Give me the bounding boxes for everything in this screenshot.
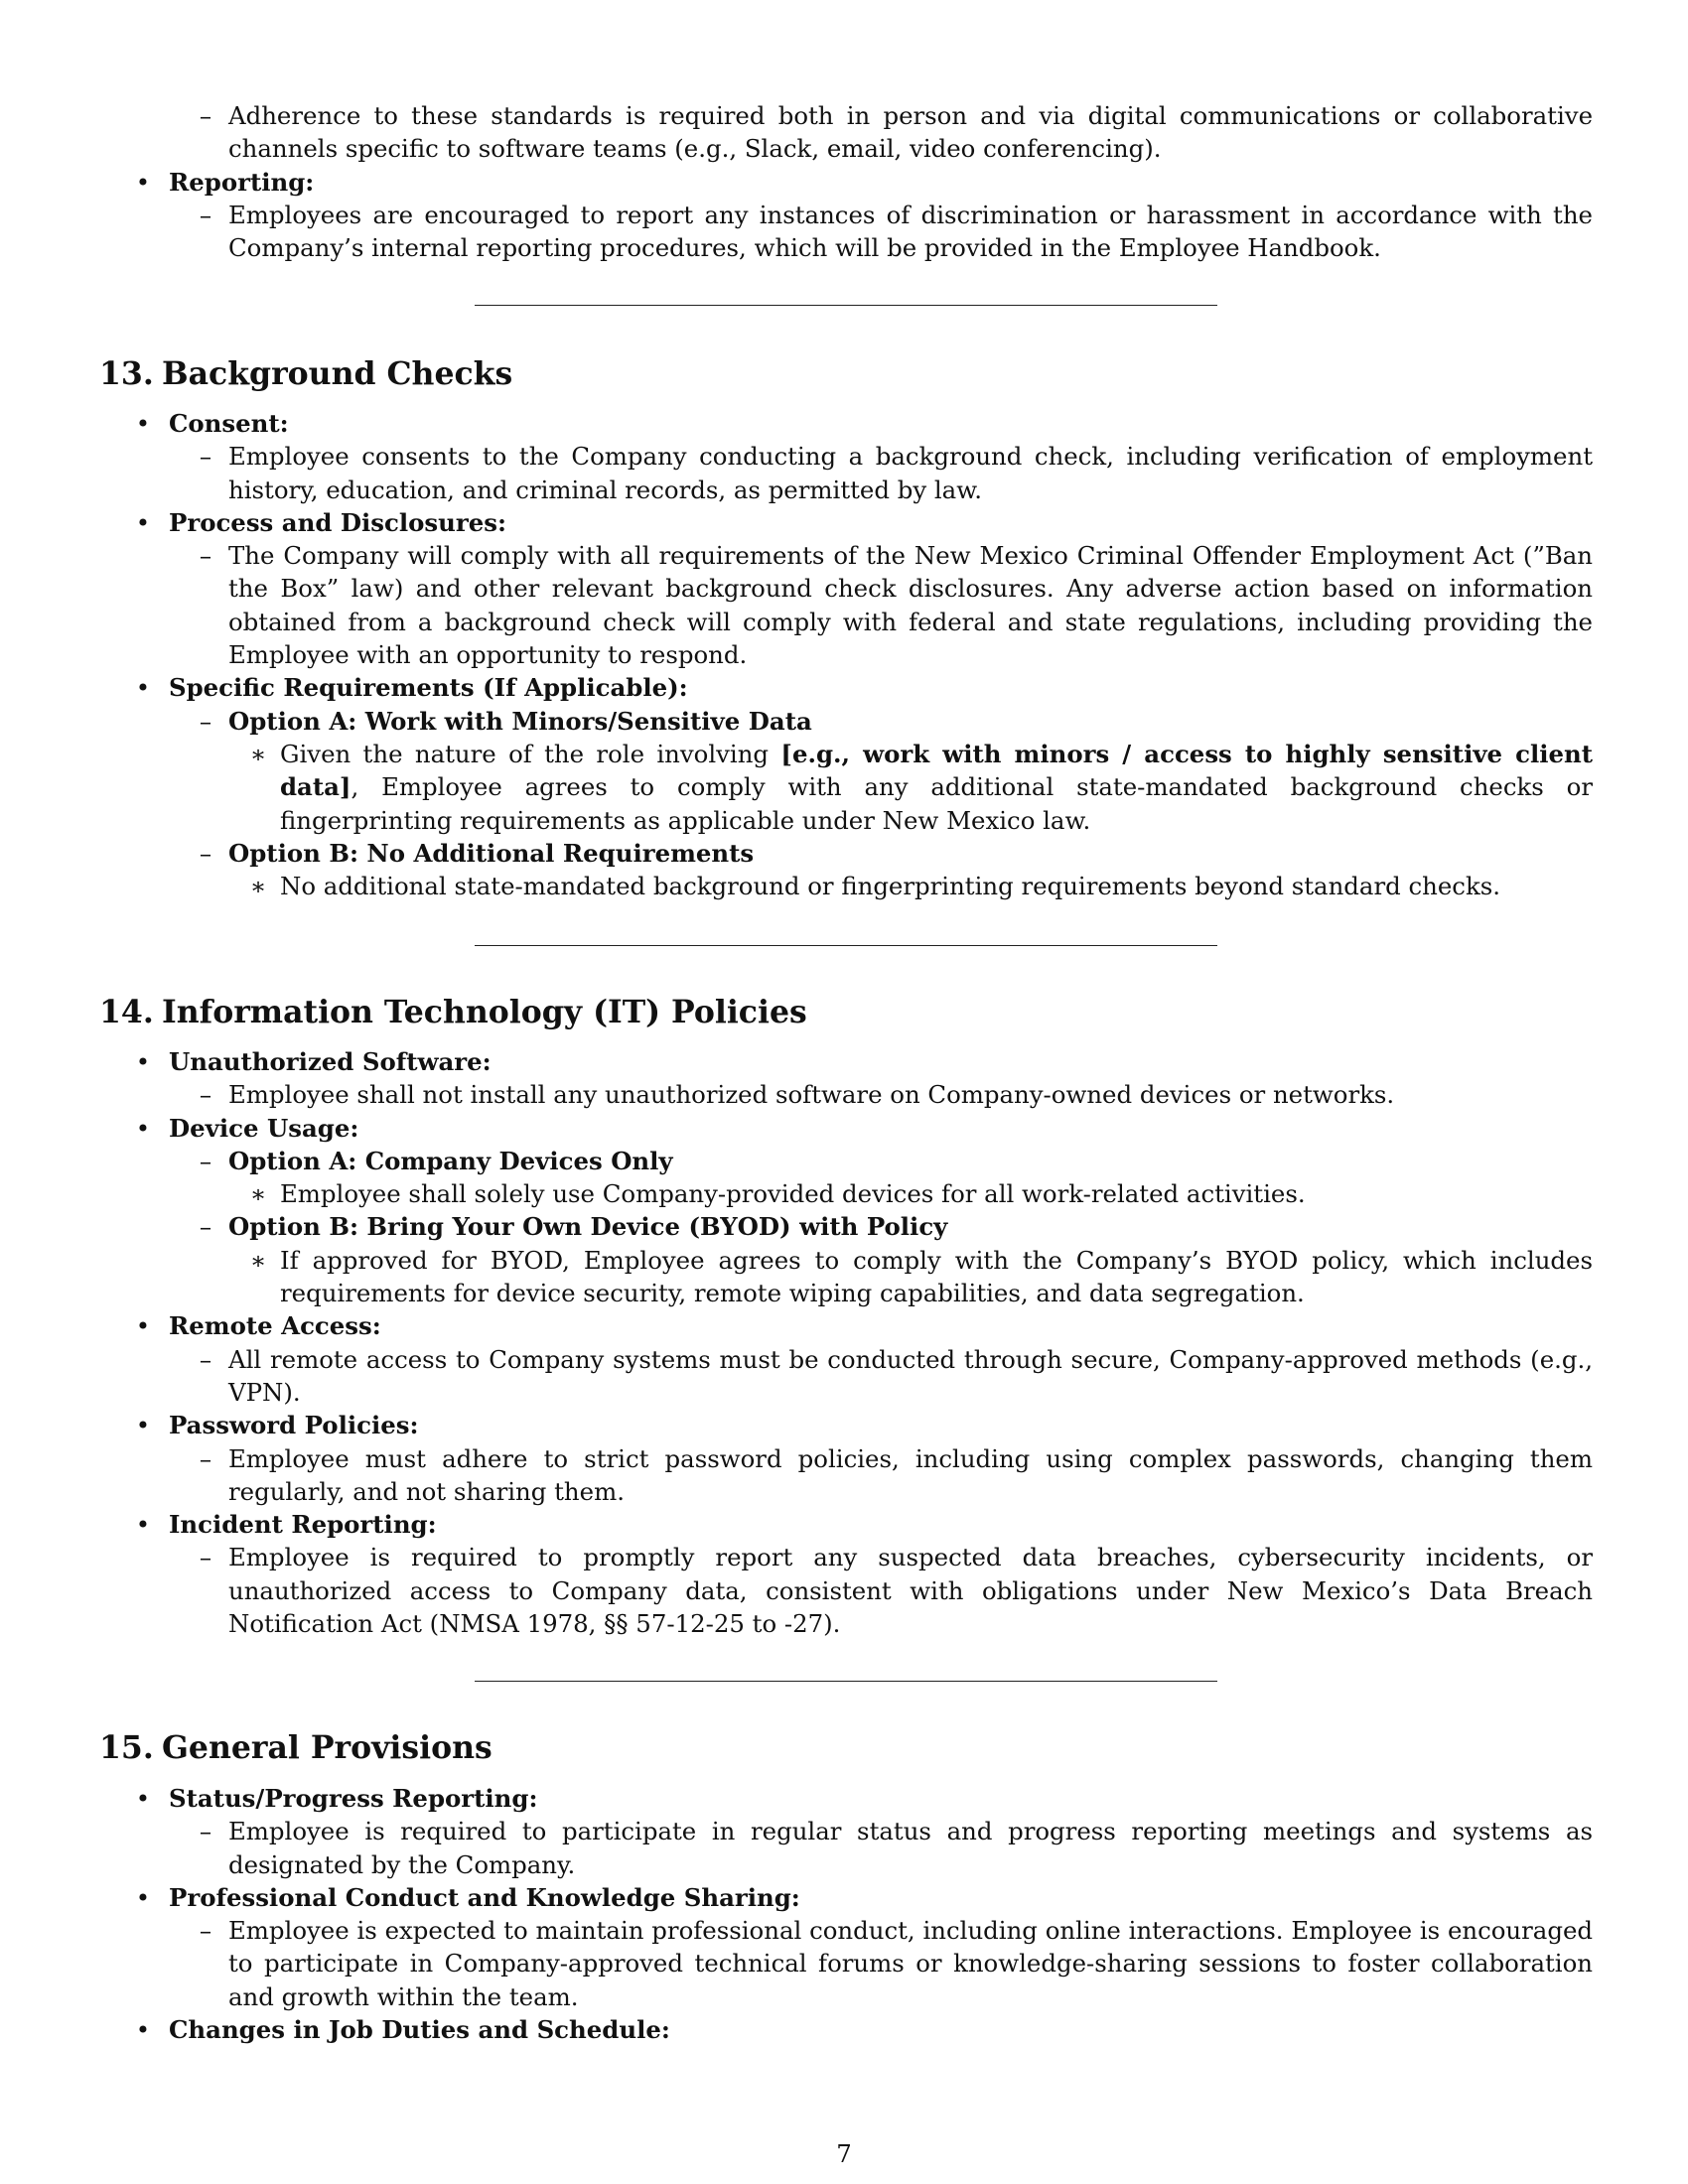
list-item — [0, 837, 1688, 870]
star-marker: ∗ — [249, 1245, 267, 1275]
option-label: Option A: Work with Minors/Sensitive Data — [228, 706, 812, 736]
dash-marker: – — [199, 838, 212, 868]
section-divider — [475, 945, 1217, 946]
page-number: 7 — [836, 2139, 852, 2168]
list-item — [0, 1244, 1688, 1310]
list-label: Specific Requirements (If Applicable): — [169, 673, 688, 703]
list-text: Given the nature of the role involving — [280, 739, 781, 768]
list-item — [0, 1782, 1688, 1815]
list-label: Unauthorized Software: — [169, 1047, 492, 1076]
section-divider — [475, 1681, 1217, 1682]
list-label: Consent: — [169, 409, 289, 438]
list-text: All remote access to Company systems must be conducted through secure, Company-approved methods (e.g., VPN). — [228, 1344, 1593, 1407]
section-title: Background Checks — [162, 355, 513, 392]
bullet-marker: • — [135, 167, 151, 197]
bullet-marker: • — [135, 1411, 151, 1440]
list-item — [0, 705, 1688, 738]
intro-block — [0, 99, 1688, 264]
list-text: Employee consents to the Company conducting a background check, including verification of employment history, education, and criminal records, as permitted by law. — [228, 442, 1593, 504]
star-marker: ∗ — [249, 872, 267, 901]
list-item — [0, 1045, 1688, 1078]
list-item — [0, 1309, 1688, 1342]
list-item — [0, 1145, 1688, 1177]
list-label: Incident Reporting: — [169, 1510, 437, 1540]
list-label: Status/Progress Reporting: — [169, 1784, 538, 1813]
option-label: Option B: Bring Your Own Device (BYOD) with Policy — [228, 1212, 948, 1242]
bullet-marker: • — [135, 673, 151, 703]
list-text: Employees are encouraged to report any instances of discrimination or harassment in accordance with the Company’s internal reporting procedures, which will be provided in the Employee Handbook. — [228, 200, 1593, 263]
section-heading-14 — [99, 993, 807, 1032]
dash-marker: – — [199, 1817, 212, 1846]
dash-marker: – — [199, 1443, 212, 1473]
dash-marker: – — [199, 541, 212, 571]
list-text: Employee must adhere to strict password policies, including using complex passwords, changing them regularly, and not sharing them. — [228, 1443, 1593, 1506]
section-number: 13. — [99, 355, 154, 392]
list-item — [0, 1508, 1688, 1541]
list-label: Device Usage: — [169, 1113, 359, 1143]
bullet-marker: • — [135, 1784, 151, 1813]
dash-marker: – — [199, 1080, 212, 1110]
section-number: 14. — [99, 994, 154, 1030]
bullet-marker: • — [135, 507, 151, 537]
dash-marker: – — [199, 1543, 212, 1572]
list-item — [0, 1078, 1688, 1111]
dash-marker: – — [199, 706, 212, 736]
section-title: General Provisions — [162, 1729, 492, 1766]
list-item — [0, 166, 1688, 199]
list-item — [0, 2013, 1688, 2046]
list-item — [0, 199, 1688, 265]
option-label: Option A: Company Devices Only — [228, 1146, 673, 1175]
bullet-marker: • — [135, 1882, 151, 1912]
section-heading-15 — [99, 1728, 492, 1768]
list-text: , Employee agrees to comply with any additional state-mandated background checks or fingerprinting requirements as applicable under New Mexico law. — [280, 772, 1593, 835]
section-heading-13 — [99, 354, 512, 394]
dash-marker: – — [199, 442, 212, 472]
list-text: Employee is required to promptly report any suspected data breaches, cybersecurity incidents, or unauthorized access to Company data, consistent with obligations under New Mexico’s Data Breach Notification Act (NMSA 1978, §§ 57-12-25 to -27). — [228, 1543, 1593, 1639]
bullet-marker: • — [135, 2015, 151, 2045]
list-item — [0, 1914, 1688, 2013]
list-text: Employee is required to participate in regular status and progress reporting meetings and systems as designated by the Company. — [228, 1817, 1593, 1879]
list-item — [0, 1112, 1688, 1145]
list-item — [0, 1442, 1688, 1509]
list-label: Password Policies: — [169, 1411, 419, 1440]
list-text: Employee shall solely use Company-provided devices for all work-related activities. — [280, 1179, 1306, 1209]
bullet-marker: • — [135, 1113, 151, 1143]
bullet-marker: • — [135, 409, 151, 438]
section-number: 15. — [99, 1729, 154, 1766]
placeholder-text: [e.g., work with minors / access to highly sensitive client data] — [280, 739, 1594, 802]
list-text: The Company will comply with all requirements of the New Mexico Criminal Offender Employment Act (”Ban the Box” law) and other relevant background check disclosures. Any adverse action based on information obtained from a background check will comply with federal and state regulations, including providing the Employee with an opportunity to respond. — [228, 541, 1593, 670]
section-15-body — [0, 1782, 1688, 2046]
list-item — [0, 407, 1688, 440]
list-item — [0, 1815, 1688, 1881]
dash-marker: – — [199, 101, 212, 130]
list-item — [0, 440, 1688, 506]
list-item — [0, 671, 1688, 704]
section-title: Information Technology (IT) Policies — [162, 994, 807, 1030]
section-14-body — [0, 1045, 1688, 1640]
section-divider — [475, 305, 1217, 306]
list-item — [0, 1541, 1688, 1640]
dash-marker: – — [199, 1212, 212, 1242]
list-text: Employee is expected to maintain professional conduct, including online interactions. Employee is encouraged to participate in Company-approved technical forums or knowledge-sharing sessions to foster collaboration and growth within the team. — [228, 1916, 1593, 2011]
list-label: Professional Conduct and Knowledge Sharing: — [169, 1882, 800, 1912]
list-item — [0, 1409, 1688, 1441]
dash-marker: – — [199, 200, 212, 229]
list-item — [0, 1343, 1688, 1410]
list-text: No additional state-mandated background or fingerprinting requirements beyond standard checks. — [280, 872, 1500, 901]
dash-marker: – — [199, 1916, 212, 1946]
list-label: Changes in Job Duties and Schedule: — [169, 2015, 670, 2045]
bullet-marker: • — [135, 1510, 151, 1540]
list-item — [0, 738, 1688, 837]
list-text: Employee shall not install any unauthorized software on Company-owned devices or networks. — [228, 1080, 1395, 1110]
list-item — [0, 1881, 1688, 1914]
dash-marker: – — [199, 1146, 212, 1175]
list-item — [0, 99, 1688, 166]
list-item — [0, 1210, 1688, 1243]
list-label: Process and Disclosures: — [169, 507, 506, 537]
bullet-marker: • — [135, 1047, 151, 1076]
dash-marker: – — [199, 1344, 212, 1374]
list-label: Reporting: — [169, 167, 315, 197]
list-text: Adherence to these standards is required both in person and via digital communications or collaborative channels specific to software teams (e.g., Slack, email, video conferencing). — [228, 101, 1593, 164]
option-label: Option B: No Additional Requirements — [228, 838, 755, 868]
star-marker: ∗ — [249, 739, 267, 768]
list-item — [0, 870, 1688, 902]
star-marker: ∗ — [249, 1179, 267, 1209]
section-13-body — [0, 407, 1688, 902]
list-item — [0, 1177, 1688, 1210]
list-text: If approved for BYOD, Employee agrees to comply with the Company’s BYOD policy, which includes requirements for device security, remote wiping capabilities, and data segregation. — [280, 1245, 1593, 1308]
list-item — [0, 506, 1688, 539]
bullet-marker: • — [135, 1311, 151, 1341]
list-label: Remote Access: — [169, 1311, 381, 1341]
list-item — [0, 539, 1688, 671]
